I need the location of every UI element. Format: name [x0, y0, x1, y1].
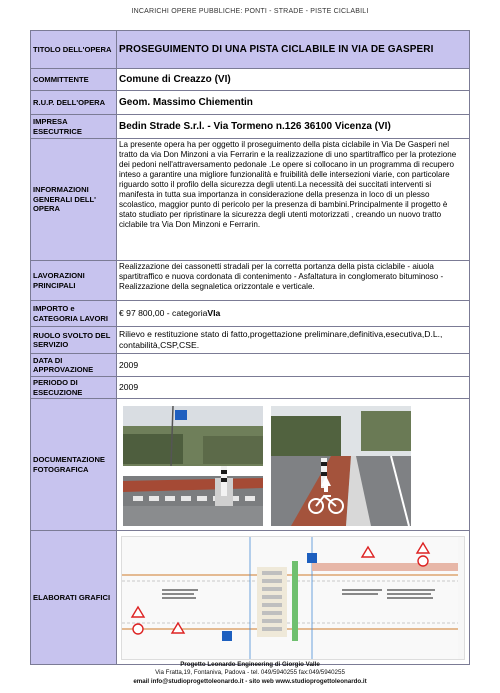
label-importo: IMPORTO e CATEGORIA LAVORI	[31, 301, 117, 327]
site-plan-image	[122, 537, 458, 659]
row-periodo	[31, 377, 470, 399]
value-committente: Comune di Creazzo (VI)	[117, 69, 470, 91]
row-importo	[31, 301, 470, 327]
row-impresa	[31, 115, 470, 139]
row-informazioni	[31, 139, 470, 261]
site-plan-drawing	[121, 536, 465, 660]
row-data	[31, 354, 470, 377]
value-data: 2009	[117, 354, 470, 377]
label-ruolo: RUOLO SVOLTO DEL SERVIZIO	[31, 327, 117, 354]
importo-category: VIa	[207, 308, 221, 318]
row-ruolo	[31, 327, 470, 354]
page-header: INCARICHI OPERE PUBBLICHE: PONTI - STRADE - PISTE CICLABILI	[131, 8, 369, 15]
label-data: DATA DI APPROVAZIONE	[31, 354, 117, 377]
photo-cycle-lane	[271, 406, 411, 526]
label-documentazione: DOCUMENTAZIONE FOTOGRAFICA	[31, 399, 117, 531]
value-impresa: Bedin Strade S.r.l. - Via Tormeno n.126 36100 Vicenza (VI)	[117, 115, 470, 139]
page-footer	[0, 661, 500, 686]
value-lavorazioni: Realizzazione dei cassonetti stradali per la corretta portanza della pista ciclabile - aiuola spartitraffico e nuova cordonata di contenimento - Asfaltatura in conglomerato bituminoso - Realizzazione della segnaletica orizzontale e verticale.	[117, 261, 470, 301]
label-titolo: TITOLO DELL'OPERA	[31, 31, 117, 69]
value-rup: Geom. Massimo Chiementin	[117, 91, 470, 115]
photo-cycle-lane-image	[271, 406, 411, 526]
project-sheet	[30, 30, 470, 665]
value-importo	[117, 301, 470, 327]
value-informazioni: La presente opera ha per oggetto il proseguimento della pista ciclabile in Via De Gasperi nel tratto da via Don Minzoni a via Ferrarin e la realizzazione di uno spartitraffico per la protezione dei pedoni nell'attraversamento pedonale .Le opere si collocano in un programma di recupero inteso a garantire una migliore funzionalità e fruibilità delle intersezioni viarie, con particolare riguardo sotto il profilo della sicurezza degli utenti.La necessità dei succitati interventi si manifesta in tutta sua importanza in considerazione della presenza in loco di un plesso scolastico, maggior punto di pericolo per la presenza di bambini.Principalmente il progetto è stato studiato per ripristinare la sicurezza degli utenti motorizzati , creando un nuovo tratto ciclabile tra Via Don Minzoni e Ferrarin.	[117, 139, 470, 261]
value-elaborati	[117, 531, 470, 665]
label-informazioni: INFORMAZIONI GENERALI DELL' OPERA	[31, 139, 117, 261]
value-titolo: PROSEGUIMENTO DI UNA PISTA CICLABILE IN VIA DE GASPERI	[117, 31, 470, 69]
label-rup: R.U.P. DELL'OPERA	[31, 91, 117, 115]
label-impresa: IMPRESA ESECUTRICE	[31, 115, 117, 139]
value-periodo: 2009	[117, 377, 470, 399]
photo-crossing-image	[123, 406, 263, 526]
label-lavorazioni: LAVORAZIONI PRINCIPALI	[31, 261, 117, 301]
footer-company: Progetto Leonardo Engineering di Giorgio Valle	[180, 661, 320, 668]
label-periodo: PERIODO DI ESECUZIONE	[31, 377, 117, 399]
photo-crossing	[123, 406, 263, 526]
footer-address: Via Fratta,19, Fontaniva, Padova - tel. 049/5940255 fax:049/5940255	[155, 669, 345, 677]
row-committente	[31, 69, 470, 91]
row-elaborati	[31, 531, 470, 665]
value-ruolo: Rilievo e restituzione stato di fatto,progettazione preliminare,definitiva,esecutiva,D.L., contabilità,CSP,CSE.	[117, 327, 470, 354]
footer-contacts: email info@studioprogettoleonardo.it - sito web www.studioprogettoleonardo.it	[133, 677, 367, 685]
row-rup	[31, 91, 470, 115]
row-titolo	[31, 31, 470, 69]
value-documentazione	[117, 399, 470, 531]
importo-amount: € 97 800,00 - categoria	[119, 308, 208, 318]
label-elaborati: ELABORATI GRAFICI	[31, 531, 117, 665]
row-documentazione	[31, 399, 470, 531]
row-lavorazioni	[31, 261, 470, 301]
label-committente: COMMITTENTE	[31, 69, 117, 91]
